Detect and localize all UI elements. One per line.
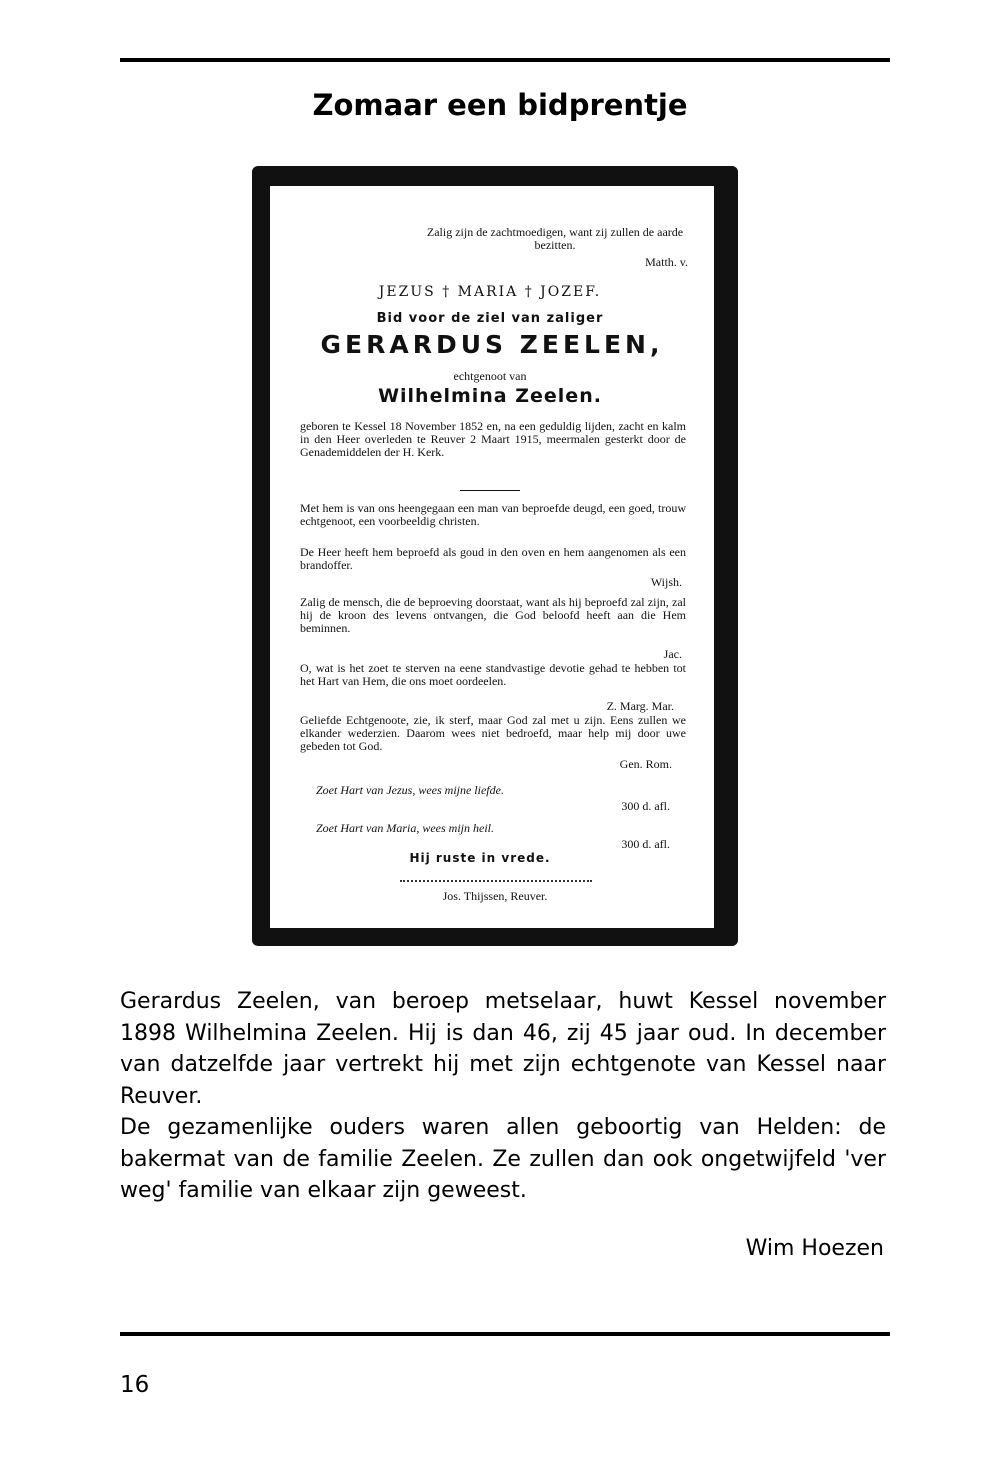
card-text-4-ref: Z. Marg. Mar.	[606, 699, 674, 713]
page-number: 16	[120, 1372, 150, 1398]
page-title: Zomaar een bidprentje	[312, 88, 688, 122]
card-holy-names: JEZUS † MARIA † JOZEF.	[378, 284, 602, 300]
card-text-2: De Heer heeft hem beproefd als goud in den oven en hem aangenomen als een brandoffer.	[300, 545, 686, 572]
card-prayer-1-indulgence: 300 d. afl.	[621, 799, 670, 813]
card-prayer-2-indulgence: 300 d. afl.	[621, 837, 670, 851]
card-text-5-ref: Gen. Rom.	[619, 757, 672, 771]
card-prayer-1: Zoet Hart van Jezus, wees mijne liefde.	[316, 783, 504, 797]
card-text-1: Met hem is van ons heengegaan een man van beproefde deugd, een goed, trouw echtgenoot, een voorbeeldig christen.	[300, 501, 686, 528]
author-name: Wim Hoezen	[745, 1236, 884, 1261]
card-dotted-line	[400, 880, 592, 882]
card-epigraph-ref: Matth. v.	[645, 255, 688, 269]
card-rest-in-peace: Hij ruste in vrede.	[409, 851, 551, 865]
paragraph-1: Gerardus Zeelen, van beroep metselaar, huwt Kessel november 1898 Wilhelmina Zeelen. Hij is dan 46, zij 45 jaar oud. In december van datzelfde jaar vertrekt hij met zijn echtgenote van Kessel naar Reuver.	[120, 989, 886, 1109]
card-prayer-line: Bid voor de ziel van zaliger	[376, 311, 604, 326]
card-epigraph: Zalig zijn de zachtmoedigen, want zij zullen de aarde bezitten.	[426, 225, 684, 252]
card-biography: geboren te Kessel 18 November 1852 en, na een geduldig lijden, zacht en kalm in den Heer overleden te Reuver 2 Maart 1915, meermalen gesterkt door de Genademiddelen der H. Kerk.	[300, 419, 686, 459]
card-text-2-ref: Wijsh.	[650, 575, 682, 589]
card-printer: Jos. Thijssen, Reuver.	[442, 889, 548, 903]
card-text-3-ref: Jac.	[663, 647, 682, 661]
card-prayer-2: Zoet Hart van Maria, wees mijn heil.	[316, 821, 494, 835]
card-spouse-of: echtgenoot van	[453, 369, 527, 383]
card-divider	[460, 490, 520, 491]
card-text-5: Geliefde Echtgenoote, zie, ik sterf, maar God zal met u zijn. Eens zullen we elkander wederzien. Daarom wees niet bedroefd, maar help mij door uwe gebeden tot God.	[300, 713, 686, 753]
card-text-4: O, wat is het zoet te sterven na eene standvastige devotie gehad te hebben tot het Hart van Hem, die ons moet oordeelen.	[300, 661, 686, 688]
paragraph-2: De gezamenlijke ouders waren allen geboortig van Helden: de bakermat van de familie Zeelen. Ze zullen dan ook ongetwijfeld 'ver weg' familie van elkaar zijn geweest.	[120, 1115, 886, 1203]
top-rule	[120, 58, 890, 62]
bottom-rule	[120, 1332, 890, 1336]
card-spouse-name: Wilhelmina Zeelen.	[378, 385, 602, 407]
card-text-3: Zalig de mensch, die de beproeving doorstaat, want als hij beproefd zal zijn, zal hij de kroon des levens ontvangen, die God beloofd heeft aan die Hem beminnen.	[300, 595, 686, 635]
card-deceased-name: GERARDUS ZEELEN,	[320, 330, 664, 359]
memorial-card	[270, 186, 714, 928]
